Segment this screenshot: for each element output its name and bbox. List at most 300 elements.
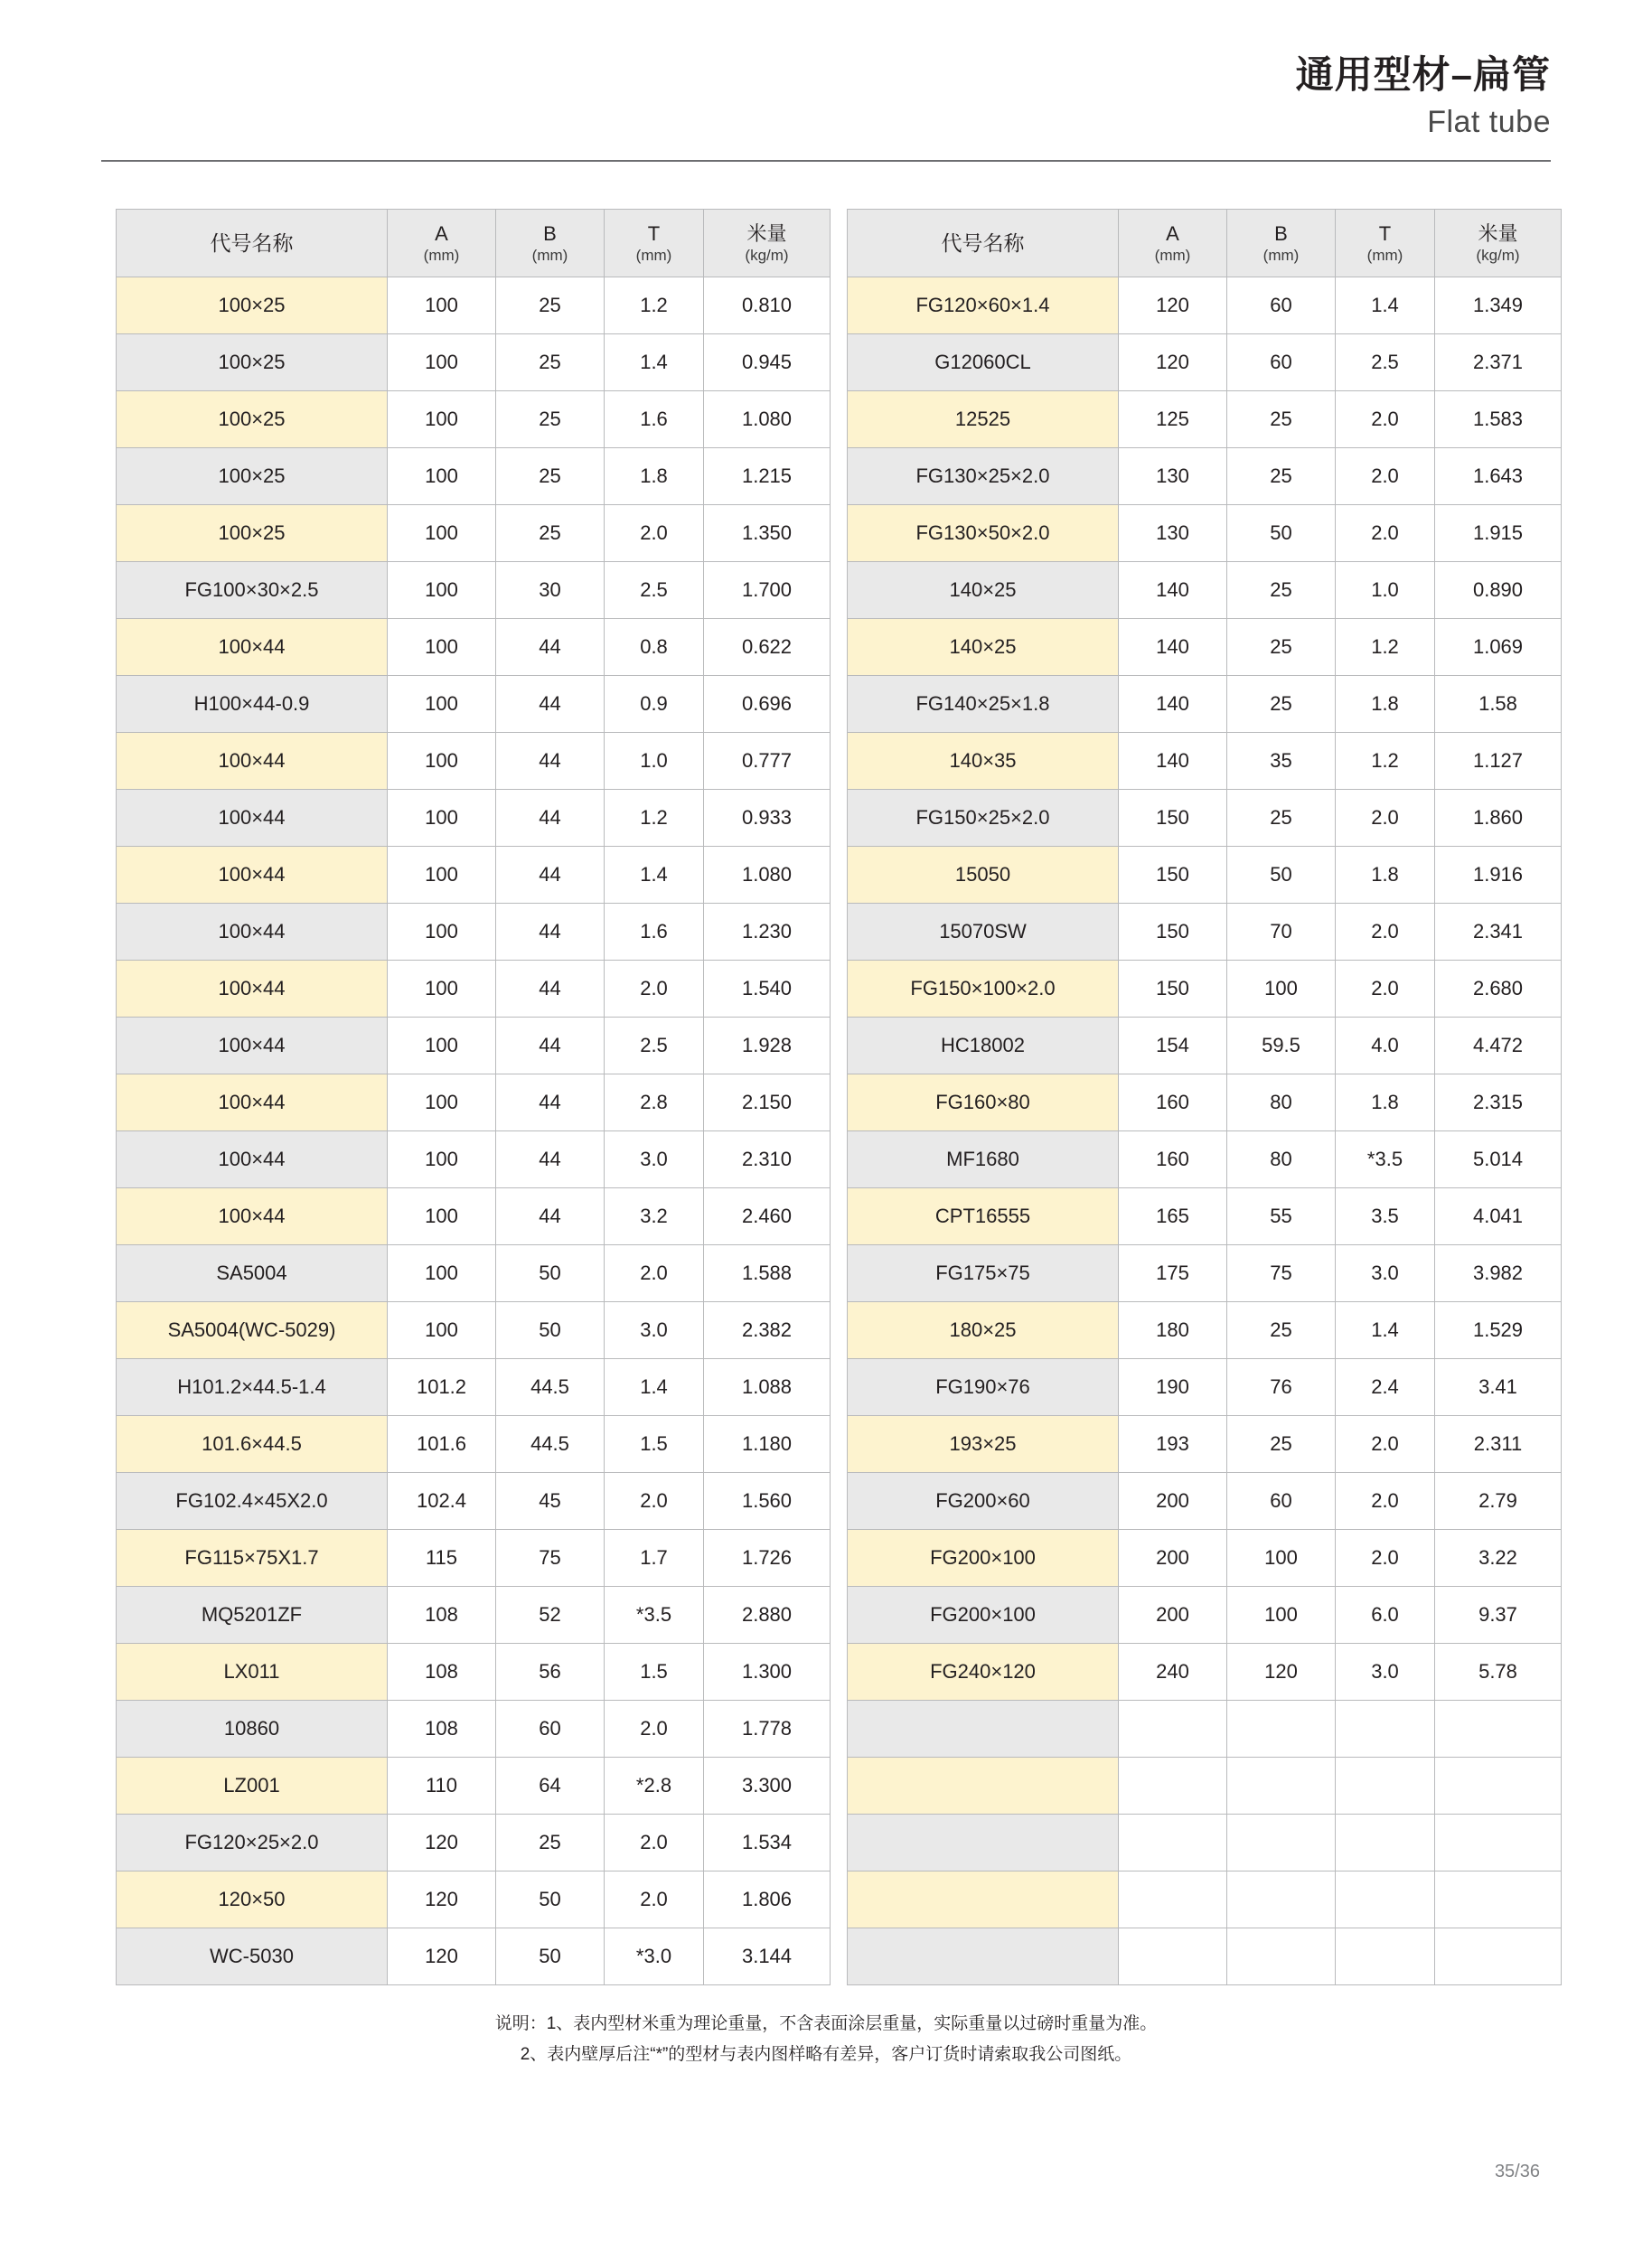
- table-row: [117, 1644, 831, 1701]
- cell-name: FG240×120: [848, 1644, 1119, 1701]
- cell-name: 100×25: [117, 505, 388, 562]
- cell-b: 44.5: [496, 1416, 605, 1473]
- cell-weight: [1435, 1928, 1562, 1985]
- cell-b: 80: [1227, 1074, 1336, 1131]
- cell-weight: 1.928: [704, 1018, 831, 1074]
- cell-b: 25: [496, 448, 605, 505]
- cell-a: 108: [388, 1644, 496, 1701]
- notes-block: [145, 2009, 1507, 2069]
- cell-weight: 1.643: [1435, 448, 1562, 505]
- cell-weight: 0.945: [704, 334, 831, 391]
- cell-weight: 5.014: [1435, 1131, 1562, 1188]
- cell-name: G12060CL: [848, 334, 1119, 391]
- cell-b: 44: [496, 619, 605, 676]
- cell-b: 56: [496, 1644, 605, 1701]
- column-header-name: 代号名称: [117, 210, 388, 277]
- cell-a: 100: [388, 676, 496, 733]
- cell-b: 50: [496, 1245, 605, 1302]
- cell-t: 2.5: [1336, 334, 1435, 391]
- cell-name: FG102.4×45X2.0: [117, 1473, 388, 1530]
- column-header-t-label: T: [647, 222, 661, 246]
- cell-b: 25: [1227, 1302, 1336, 1359]
- cell-weight: 1.349: [1435, 277, 1562, 334]
- cell-b: 55: [1227, 1188, 1336, 1245]
- table-row: [848, 391, 1562, 448]
- table-row: [117, 1758, 831, 1815]
- cell-a: 100: [388, 391, 496, 448]
- cell-name: SA5004: [117, 1245, 388, 1302]
- cell-t: 1.7: [605, 1530, 704, 1587]
- cell-a: 100: [388, 448, 496, 505]
- table-row: [848, 790, 1562, 847]
- table-row: [848, 676, 1562, 733]
- cell-weight: 1.560: [704, 1473, 831, 1530]
- cell-t: 3.0: [605, 1131, 704, 1188]
- cell-t: 4.0: [1336, 1018, 1435, 1074]
- cell-name: 15050: [848, 847, 1119, 904]
- cell-t: 2.0: [605, 1701, 704, 1758]
- table-row: [117, 1473, 831, 1530]
- cell-a: [1119, 1815, 1227, 1871]
- cell-b: 44: [496, 1074, 605, 1131]
- cell-b: [1227, 1758, 1336, 1815]
- cell-weight: 2.382: [704, 1302, 831, 1359]
- page-title-en: Flat tube: [1427, 105, 1551, 140]
- cell-t: 2.0: [1336, 790, 1435, 847]
- cell-b: 25: [1227, 391, 1336, 448]
- cell-t: [1336, 1701, 1435, 1758]
- page-title-cn: 通用型材–扁管: [1295, 53, 1551, 96]
- cell-weight: 0.696: [704, 676, 831, 733]
- table-row: [848, 1302, 1562, 1359]
- cell-name: FG200×100: [848, 1587, 1119, 1644]
- cell-name: 10860: [117, 1701, 388, 1758]
- cell-b: 59.5: [1227, 1018, 1336, 1074]
- cell-name: 100×25: [117, 448, 388, 505]
- cell-name: [848, 1815, 1119, 1871]
- cell-name: FG200×100: [848, 1530, 1119, 1587]
- cell-b: 44: [496, 1018, 605, 1074]
- table-row: [848, 277, 1562, 334]
- cell-name: FG100×30×2.5: [117, 562, 388, 619]
- cell-a: 140: [1119, 562, 1227, 619]
- note-line-1: 说明：1、表内型材米重为理论重量，不含表面涂层重量，实际重量以过磅时重量为准。: [494, 2014, 1158, 2034]
- cell-b: [1227, 1928, 1336, 1985]
- page-number: 35/36: [1494, 2162, 1540, 2181]
- cell-name: FG175×75: [848, 1245, 1119, 1302]
- cell-b: 52: [496, 1587, 605, 1644]
- cell-b: 25: [496, 277, 605, 334]
- cell-b: 44: [496, 961, 605, 1018]
- cell-weight: 1.778: [704, 1701, 831, 1758]
- cell-b: 80: [1227, 1131, 1336, 1188]
- table-row: [117, 448, 831, 505]
- cell-name: H101.2×44.5-1.4: [117, 1359, 388, 1416]
- cell-a: 100: [388, 505, 496, 562]
- cell-b: 25: [496, 1815, 605, 1871]
- cell-weight: 1.230: [704, 904, 831, 961]
- cell-b: [1227, 1871, 1336, 1928]
- cell-weight: 2.460: [704, 1188, 831, 1245]
- cell-b: 50: [496, 1871, 605, 1928]
- column-header-b: [1227, 210, 1336, 277]
- cell-name: CPT16555: [848, 1188, 1119, 1245]
- cell-weight: 2.311: [1435, 1416, 1562, 1473]
- cell-name: FG130×50×2.0: [848, 505, 1119, 562]
- cell-t: 2.0: [1336, 961, 1435, 1018]
- table-row: [848, 448, 1562, 505]
- cell-name: 12525: [848, 391, 1119, 448]
- cell-weight: 1.915: [1435, 505, 1562, 562]
- cell-t: [1336, 1758, 1435, 1815]
- cell-name: 100×44: [117, 1131, 388, 1188]
- cell-b: 25: [496, 391, 605, 448]
- table-row: [117, 904, 831, 961]
- cell-t: 1.0: [1336, 562, 1435, 619]
- column-header-a: [1119, 210, 1227, 277]
- cell-t: 1.2: [605, 277, 704, 334]
- table-row: [848, 619, 1562, 676]
- cell-a: 140: [1119, 733, 1227, 790]
- cell-weight: [1435, 1758, 1562, 1815]
- cell-b: 100: [1227, 1530, 1336, 1587]
- cell-name: HC18002: [848, 1018, 1119, 1074]
- cell-b: 25: [1227, 676, 1336, 733]
- table-row: [117, 505, 831, 562]
- cell-t: 2.0: [605, 505, 704, 562]
- cell-t: 1.0: [605, 733, 704, 790]
- cell-name: FG130×25×2.0: [848, 448, 1119, 505]
- cell-name: 100×44: [117, 847, 388, 904]
- cell-t: 2.0: [605, 961, 704, 1018]
- table-row: [848, 1701, 1562, 1758]
- column-header-a-unit: (mm): [423, 246, 460, 264]
- cell-weight: 1.806: [704, 1871, 831, 1928]
- cell-t: 1.2: [1336, 733, 1435, 790]
- cell-weight: [1435, 1815, 1562, 1871]
- table-row: [117, 676, 831, 733]
- cell-a: [1119, 1701, 1227, 1758]
- table-row: [848, 1644, 1562, 1701]
- cell-b: 120: [1227, 1644, 1336, 1701]
- cell-name: 100×44: [117, 1074, 388, 1131]
- table-row: [117, 562, 831, 619]
- cell-t: [1336, 1871, 1435, 1928]
- cell-b: 100: [1227, 961, 1336, 1018]
- cell-weight: 2.79: [1435, 1473, 1562, 1530]
- cell-t: 1.2: [1336, 619, 1435, 676]
- cell-b: 70: [1227, 904, 1336, 961]
- cell-t: [1336, 1815, 1435, 1871]
- cell-b: 45: [496, 1473, 605, 1530]
- cell-a: 100: [388, 790, 496, 847]
- cell-t: 3.2: [605, 1188, 704, 1245]
- cell-name: 100×44: [117, 733, 388, 790]
- table-row: [117, 847, 831, 904]
- table-body-left: [117, 277, 831, 1985]
- column-header-t: [1336, 210, 1435, 277]
- cell-t: 1.4: [605, 1359, 704, 1416]
- column-header-weight: [1435, 210, 1562, 277]
- cell-weight: 1.583: [1435, 391, 1562, 448]
- cell-a: 140: [1119, 676, 1227, 733]
- table-row: [848, 1530, 1562, 1587]
- cell-weight: 1.215: [704, 448, 831, 505]
- cell-name: FG200×60: [848, 1473, 1119, 1530]
- table-row: [117, 1587, 831, 1644]
- cell-weight: 2.315: [1435, 1074, 1562, 1131]
- note-line-2: 2、表内壁厚后注“*”的型材与表内图样略有差异，客户订货时请索取我公司图纸。: [520, 2044, 1132, 2064]
- cell-a: 193: [1119, 1416, 1227, 1473]
- cell-a: 160: [1119, 1131, 1227, 1188]
- cell-b: 44: [496, 733, 605, 790]
- cell-name: FG190×76: [848, 1359, 1119, 1416]
- cell-weight: 1.58: [1435, 676, 1562, 733]
- cell-t: 1.4: [1336, 1302, 1435, 1359]
- table-row: [117, 790, 831, 847]
- cell-b: 50: [496, 1928, 605, 1985]
- cell-t: 3.0: [1336, 1245, 1435, 1302]
- cell-a: 120: [1119, 277, 1227, 334]
- cell-a: 130: [1119, 448, 1227, 505]
- column-header-b-label: B: [1274, 222, 1288, 246]
- cell-weight: 2.880: [704, 1587, 831, 1644]
- cell-a: 150: [1119, 847, 1227, 904]
- cell-weight: 3.982: [1435, 1245, 1562, 1302]
- column-header-a-unit: (mm): [1154, 246, 1191, 264]
- cell-name: 101.6×44.5: [117, 1416, 388, 1473]
- cell-b: 44: [496, 904, 605, 961]
- cell-name: 15070SW: [848, 904, 1119, 961]
- table-row: [848, 1758, 1562, 1815]
- cell-name: 180×25: [848, 1302, 1119, 1359]
- cell-weight: 1.080: [704, 391, 831, 448]
- header-divider: [101, 160, 1551, 162]
- cell-b: 44: [496, 676, 605, 733]
- cell-t: 2.0: [605, 1473, 704, 1530]
- table-row: [117, 619, 831, 676]
- cell-b: [1227, 1701, 1336, 1758]
- table-row: [117, 277, 831, 334]
- table-row: [848, 1928, 1562, 1985]
- table-row: [117, 334, 831, 391]
- column-header-weight-unit: (kg/m): [745, 246, 789, 264]
- cell-t: 6.0: [1336, 1587, 1435, 1644]
- cell-a: 160: [1119, 1074, 1227, 1131]
- cell-a: 130: [1119, 505, 1227, 562]
- table-row: [117, 1530, 831, 1587]
- cell-t: *3.5: [605, 1587, 704, 1644]
- cell-a: 102.4: [388, 1473, 496, 1530]
- table-row: [117, 1188, 831, 1245]
- table-row: [117, 1701, 831, 1758]
- table-row: [848, 1871, 1562, 1928]
- cell-t: 1.8: [1336, 676, 1435, 733]
- cell-a: 120: [1119, 334, 1227, 391]
- table-row: [117, 1815, 831, 1871]
- cell-weight: [1435, 1701, 1562, 1758]
- cell-name: FG120×25×2.0: [117, 1815, 388, 1871]
- cell-weight: 1.540: [704, 961, 831, 1018]
- cell-name: [848, 1928, 1119, 1985]
- cell-b: 44.5: [496, 1359, 605, 1416]
- cell-a: 100: [388, 277, 496, 334]
- cell-weight: 1.080: [704, 847, 831, 904]
- table-row: [848, 1245, 1562, 1302]
- cell-a: 120: [388, 1871, 496, 1928]
- table-row: [848, 733, 1562, 790]
- cell-name: LX011: [117, 1644, 388, 1701]
- cell-b: 35: [1227, 733, 1336, 790]
- cell-b: 30: [496, 562, 605, 619]
- table-row: [848, 1359, 1562, 1416]
- cell-t: 2.0: [1336, 391, 1435, 448]
- cell-t: 2.4: [1336, 1359, 1435, 1416]
- cell-a: 200: [1119, 1473, 1227, 1530]
- cell-name: LZ001: [117, 1758, 388, 1815]
- cell-weight: 1.350: [704, 505, 831, 562]
- column-header-weight-label: 米量: [746, 222, 787, 246]
- cell-name: MF1680: [848, 1131, 1119, 1188]
- cell-b: 50: [1227, 847, 1336, 904]
- cell-t: 0.8: [605, 619, 704, 676]
- cell-a: 165: [1119, 1188, 1227, 1245]
- cell-weight: 2.341: [1435, 904, 1562, 961]
- cell-name: FG115×75X1.7: [117, 1530, 388, 1587]
- cell-name: SA5004(WC-5029): [117, 1302, 388, 1359]
- cell-a: 150: [1119, 790, 1227, 847]
- cell-a: 150: [1119, 961, 1227, 1018]
- cell-a: 100: [388, 1018, 496, 1074]
- cell-weight: 0.810: [704, 277, 831, 334]
- cell-t: 2.0: [1336, 904, 1435, 961]
- cell-t: 3.0: [1336, 1644, 1435, 1701]
- cell-a: 125: [1119, 391, 1227, 448]
- cell-a: 120: [388, 1815, 496, 1871]
- cell-a: 115: [388, 1530, 496, 1587]
- cell-t: 3.0: [605, 1302, 704, 1359]
- cell-b: 44: [496, 1188, 605, 1245]
- cell-weight: 1.588: [704, 1245, 831, 1302]
- cell-t: *2.8: [605, 1758, 704, 1815]
- column-header-a-label: A: [435, 222, 448, 246]
- table-header-row: [117, 210, 831, 277]
- column-header-t: [605, 210, 704, 277]
- cell-weight: 1.127: [1435, 733, 1562, 790]
- table-row: [117, 733, 831, 790]
- cell-t: 2.0: [605, 1245, 704, 1302]
- cell-weight: 2.310: [704, 1131, 831, 1188]
- cell-t: 1.4: [605, 847, 704, 904]
- column-header-t-unit: (mm): [1366, 246, 1403, 264]
- cell-a: 140: [1119, 619, 1227, 676]
- column-header-b-unit: (mm): [531, 246, 568, 264]
- cell-a: 100: [388, 904, 496, 961]
- cell-name: FG140×25×1.8: [848, 676, 1119, 733]
- cell-a: 100: [388, 847, 496, 904]
- table-row: [848, 1131, 1562, 1188]
- cell-a: 200: [1119, 1587, 1227, 1644]
- spec-table-right: [847, 209, 1562, 1985]
- cell-name: 193×25: [848, 1416, 1119, 1473]
- cell-b: 60: [1227, 277, 1336, 334]
- cell-a: 100: [388, 1245, 496, 1302]
- cell-weight: 2.150: [704, 1074, 831, 1131]
- cell-weight: 2.680: [1435, 961, 1562, 1018]
- cell-a: 100: [388, 1188, 496, 1245]
- cell-a: 100: [388, 1302, 496, 1359]
- table-row: [117, 961, 831, 1018]
- cell-a: 154: [1119, 1018, 1227, 1074]
- cell-t: 2.0: [605, 1871, 704, 1928]
- cell-t: 1.5: [605, 1644, 704, 1701]
- table-row: [848, 1473, 1562, 1530]
- cell-t: 2.0: [1336, 505, 1435, 562]
- cell-t: 1.2: [605, 790, 704, 847]
- cell-name: FG150×100×2.0: [848, 961, 1119, 1018]
- cell-weight: 1.300: [704, 1644, 831, 1701]
- table-row: [117, 391, 831, 448]
- cell-a: 100: [388, 733, 496, 790]
- cell-a: 120: [388, 1928, 496, 1985]
- column-header-weight-label: 米量: [1478, 222, 1518, 246]
- cell-name: 100×44: [117, 790, 388, 847]
- cell-a: 100: [388, 961, 496, 1018]
- table-row: [848, 1815, 1562, 1871]
- cell-name: 100×25: [117, 334, 388, 391]
- cell-weight: [1435, 1871, 1562, 1928]
- column-header-a-label: A: [1166, 222, 1179, 246]
- cell-weight: 1.916: [1435, 847, 1562, 904]
- table-row: [848, 1074, 1562, 1131]
- cell-weight: 2.371: [1435, 334, 1562, 391]
- cell-a: 100: [388, 619, 496, 676]
- table-row: [848, 1188, 1562, 1245]
- column-header-weight: [704, 210, 831, 277]
- cell-b: 25: [496, 334, 605, 391]
- cell-name: FG120×60×1.4: [848, 277, 1119, 334]
- cell-weight: 3.144: [704, 1928, 831, 1985]
- cell-name: WC-5030: [117, 1928, 388, 1985]
- cell-t: *3.0: [605, 1928, 704, 1985]
- cell-t: 3.5: [1336, 1188, 1435, 1245]
- cell-a: 175: [1119, 1245, 1227, 1302]
- cell-t: 0.9: [605, 676, 704, 733]
- table-row: [117, 1928, 831, 1985]
- cell-weight: 3.300: [704, 1758, 831, 1815]
- cell-name: FG160×80: [848, 1074, 1119, 1131]
- cell-name: [848, 1871, 1119, 1928]
- cell-t: 2.5: [605, 1018, 704, 1074]
- cell-t: 2.0: [1336, 1530, 1435, 1587]
- table-row: [848, 1587, 1562, 1644]
- cell-name: 140×35: [848, 733, 1119, 790]
- cell-name: 100×44: [117, 961, 388, 1018]
- cell-weight: 1.534: [704, 1815, 831, 1871]
- cell-a: 150: [1119, 904, 1227, 961]
- table-row: [117, 1359, 831, 1416]
- cell-a: 180: [1119, 1302, 1227, 1359]
- column-header-a: [388, 210, 496, 277]
- cell-b: 44: [496, 790, 605, 847]
- cell-t: 1.5: [605, 1416, 704, 1473]
- cell-a: 101.2: [388, 1359, 496, 1416]
- spec-tables: [116, 209, 1536, 1985]
- cell-a: 190: [1119, 1359, 1227, 1416]
- cell-name: 100×25: [117, 391, 388, 448]
- cell-b: 44: [496, 847, 605, 904]
- cell-t: 1.4: [1336, 277, 1435, 334]
